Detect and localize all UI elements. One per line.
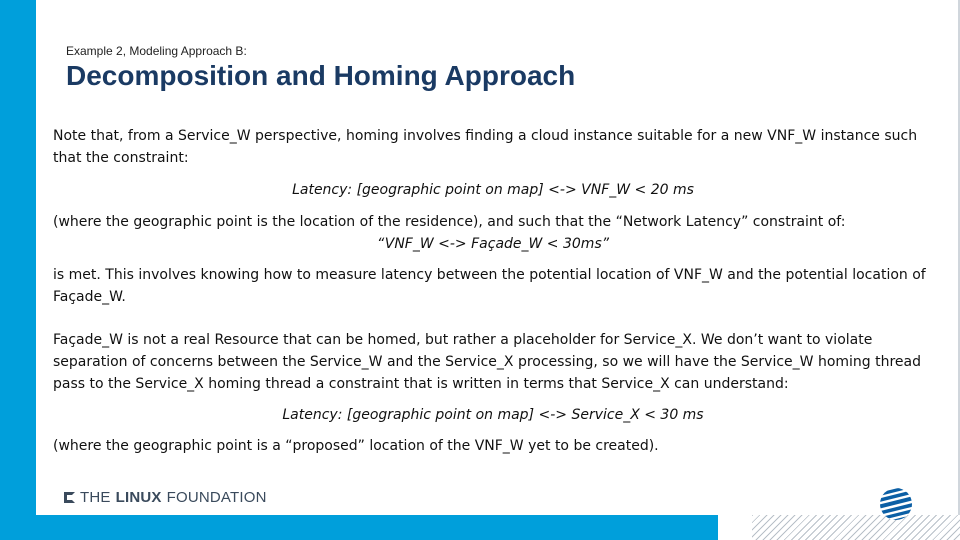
logo-foundation: FOUNDATION [166, 489, 267, 506]
formula-3: Latency: [geographic point on map] <-> Service_X < 30 ms [282, 407, 704, 423]
left-accent-bar [0, 0, 36, 540]
formula-2: “VNF_W <-> Façade_W < 30ms” [376, 236, 609, 252]
bottom-accent-bar [36, 515, 718, 540]
linux-foundation-bracket-icon [64, 492, 75, 503]
slide-title: Decomposition and Homing Approach [66, 60, 576, 91]
paragraph-5: (where the geographic point is a “proposed” location of the VNF_W yet to be created). [53, 438, 659, 454]
linux-foundation-logo [64, 489, 267, 506]
paragraph-2: (where the geographic point is the location of the residence), and such that the “Network Latency” constraint of: [53, 214, 846, 230]
slide-subtitle: Example 2, Modeling Approach B: [66, 44, 247, 58]
paragraph-3: is met. This involves knowing how to measure latency between the potential location of VNF_W and the potential location of Façade_W. [53, 267, 926, 305]
paragraph-1: Note that, from a Service_W perspective, homing involves finding a cloud instance suitable for a new VNF_W instance such that the constraint: [53, 128, 918, 166]
logo-linux: LINUX [115, 489, 162, 506]
logo-the: THE [80, 489, 111, 506]
bottom-hatch-pattern [752, 515, 960, 540]
paragraph-4: Façade_W is not a real Resource that can be homed, but rather a placeholder for Service_X. We don’t want to violate separation of concerns between the Service_W and the Service_X processing, so we will have the Service_W homing thread pass to the Service_X homing thread a constraint that is written in terms that Service_X can understand: [53, 332, 922, 392]
formula-1: Latency: [geographic point on map] <-> VNF_W < 20 ms [292, 182, 694, 198]
att-globe-icon [876, 484, 916, 524]
